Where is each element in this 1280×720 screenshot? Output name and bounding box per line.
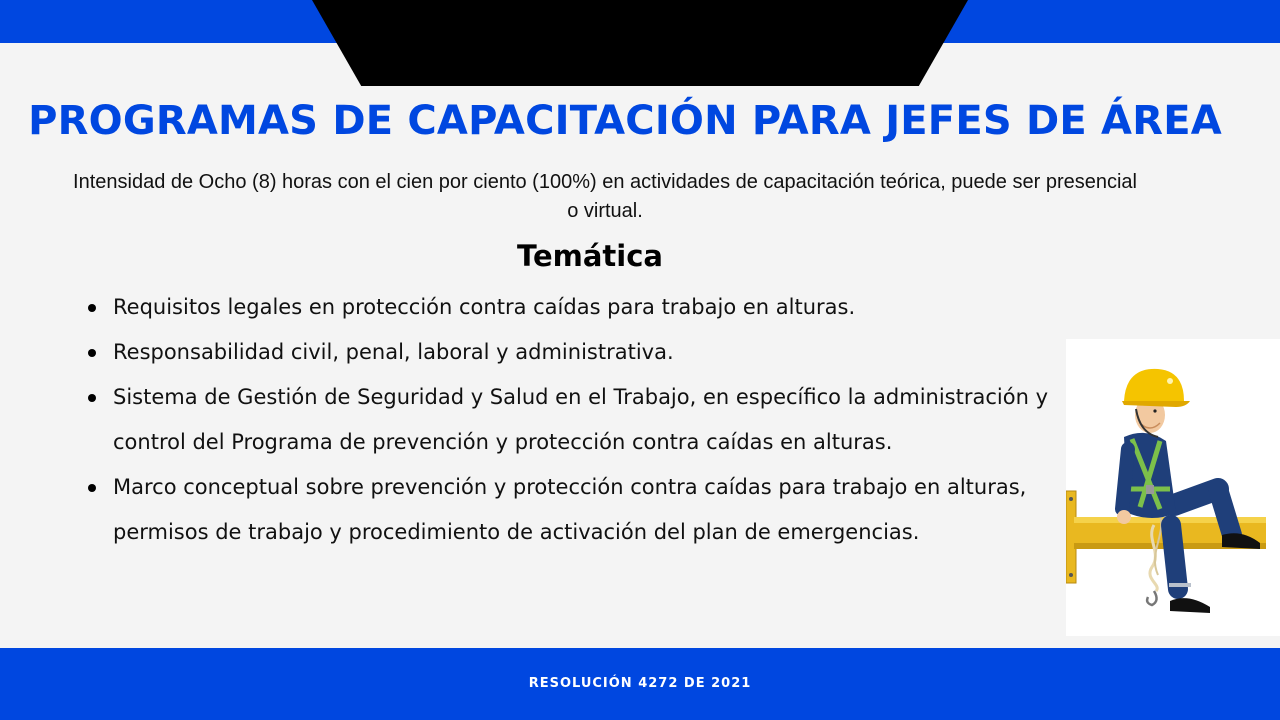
bullet-icon — [88, 484, 96, 492]
top-black-trapezoid — [312, 0, 968, 86]
worker-illustration — [1066, 339, 1280, 636]
bullet-icon — [88, 304, 96, 312]
topic-text: Responsabilidad civil, penal, laboral y administrativa. — [113, 340, 674, 364]
bullet-icon — [88, 394, 96, 402]
topic-text: Marco conceptual sobre prevención y protección contra caídas para trabajo en alturas, permisos de trabajo y procedimiento de activación del plan de emergencias. — [113, 475, 1027, 544]
topic-item — [88, 465, 1083, 555]
topic-text: Sistema de Gestión de Seguridad y Salud en el Trabajo, en específico la administración y control del Programa de prevención y protección contra caídas en alturas. — [113, 385, 1048, 454]
footer-resolution-text: RESOLUCIÓN 4272 DE 2021 — [528, 676, 752, 691]
topic-item — [88, 330, 1083, 375]
bullet-icon — [88, 349, 96, 357]
topic-item — [88, 285, 1083, 330]
worker-in-harness-on-beam-icon — [1066, 339, 1280, 636]
topic-list — [88, 285, 1083, 555]
topic-text: Requisitos legales en protección contra caídas para trabajo en alturas. — [113, 295, 856, 319]
intro-text: Intensidad de Ocho (8) horas con el cien por ciento (100%) en actividades de capacitación teórica, puede ser presencial o virtual. — [73, 171, 1137, 222]
page-title: PROGRAMAS DE CAPACITACIÓN PARA JEFES DE ÁREA — [28, 98, 1222, 144]
section-heading: Temática — [517, 239, 663, 273]
footer-band — [0, 648, 1280, 720]
topic-item — [88, 375, 1083, 465]
